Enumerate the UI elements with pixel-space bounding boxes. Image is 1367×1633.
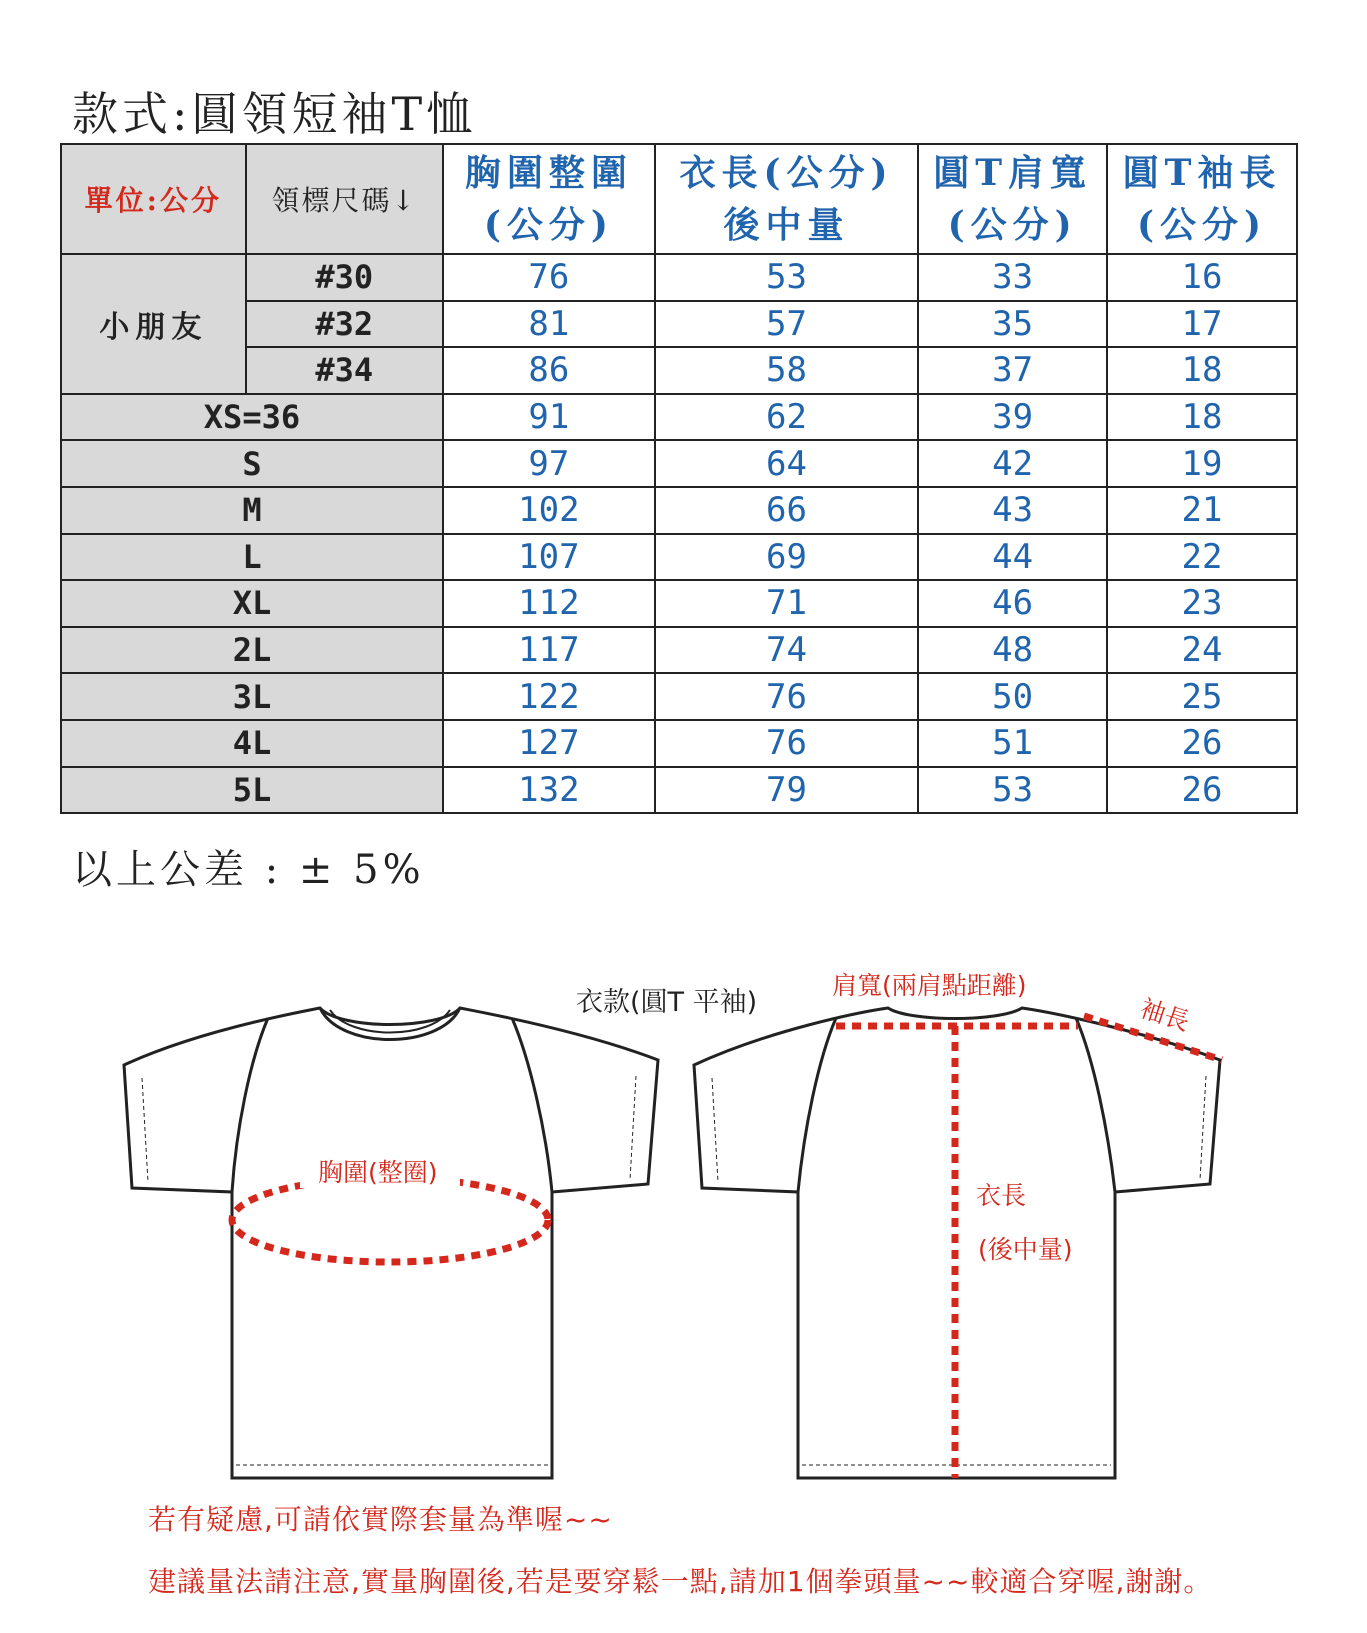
value-cell: 102 — [443, 487, 655, 534]
header-row — [61, 144, 1297, 254]
length-sub-label: (後中量) — [978, 1235, 1073, 1264]
column-header-line: (公分) — [483, 204, 614, 246]
size-cell: 4L — [61, 720, 443, 767]
value-cell: 76 — [443, 254, 655, 301]
column-header-line: 衣長(公分) — [679, 152, 894, 194]
value-cell: 57 — [655, 301, 918, 348]
value-cell: 74 — [655, 627, 918, 674]
column-header-line: (公分) — [947, 204, 1078, 246]
value-cell: 81 — [443, 301, 655, 348]
value-cell: 48 — [918, 627, 1107, 674]
size-cell: XL — [61, 580, 443, 627]
length-label: 衣長 — [976, 1181, 1027, 1210]
column-header-line: 圓T袖長 — [1122, 152, 1282, 194]
value-cell: 16 — [1107, 254, 1297, 301]
sleeve-label: 袖長 — [1136, 993, 1194, 1037]
size-cell: #30 — [246, 254, 443, 301]
size-cell: L — [61, 534, 443, 581]
value-cell: 35 — [918, 301, 1107, 348]
value-cell: 46 — [918, 580, 1107, 627]
size-cell: S — [61, 440, 443, 487]
value-cell: 53 — [918, 767, 1107, 814]
value-cell: 97 — [443, 440, 655, 487]
value-cell: 44 — [918, 534, 1107, 581]
table-row — [61, 580, 1297, 627]
table-row — [61, 347, 1297, 394]
value-cell: 50 — [918, 673, 1107, 720]
value-cell: 23 — [1107, 580, 1297, 627]
column-header-chest — [443, 144, 655, 254]
column-header-sleeve — [1107, 144, 1297, 254]
value-cell: 24 — [1107, 627, 1297, 674]
value-cell: 26 — [1107, 720, 1297, 767]
size-label-header: 領標尺碼↓ — [246, 144, 443, 254]
value-cell: 42 — [918, 440, 1107, 487]
column-header-line: 後中量 — [723, 204, 850, 246]
value-cell: 112 — [443, 580, 655, 627]
table-row — [61, 720, 1297, 767]
value-cell: 53 — [655, 254, 918, 301]
column-header-length — [655, 144, 918, 254]
chest-label: 胸圍(整圈) — [318, 1158, 438, 1187]
value-cell: 117 — [443, 627, 655, 674]
value-cell: 37 — [918, 347, 1107, 394]
table-row — [61, 301, 1297, 348]
table-row — [61, 627, 1297, 674]
value-cell: 71 — [655, 580, 918, 627]
column-header-line: 胸圍整圍 — [464, 152, 633, 194]
table-row — [61, 673, 1297, 720]
value-cell: 69 — [655, 534, 918, 581]
column-header-line: 圓T肩寬 — [933, 152, 1093, 194]
value-cell: 107 — [443, 534, 655, 581]
size-cell: XS=36 — [61, 394, 443, 441]
column-header-line: (公分) — [1136, 204, 1268, 246]
value-cell: 22 — [1107, 534, 1297, 581]
size-cell: 2L — [61, 627, 443, 674]
column-header-shoulder — [918, 144, 1107, 254]
table-row — [61, 440, 1297, 487]
table-row — [61, 767, 1297, 814]
size-cell: #32 — [246, 301, 443, 348]
size-cell: M — [61, 487, 443, 534]
value-cell: 127 — [443, 720, 655, 767]
value-cell: 33 — [918, 254, 1107, 301]
value-cell: 76 — [655, 673, 918, 720]
value-cell: 21 — [1107, 487, 1297, 534]
value-cell: 122 — [443, 673, 655, 720]
table-row — [61, 487, 1297, 534]
value-cell: 17 — [1107, 301, 1297, 348]
value-cell: 26 — [1107, 767, 1297, 814]
table-row — [61, 534, 1297, 581]
table-row — [61, 254, 1297, 301]
style-label: 衣款(圓T 平袖) — [576, 987, 758, 1018]
value-cell: 58 — [655, 347, 918, 394]
value-cell: 25 — [1107, 673, 1297, 720]
value-cell: 86 — [443, 347, 655, 394]
size-cell: 5L — [61, 767, 443, 814]
value-cell: 18 — [1107, 394, 1297, 441]
value-cell: 39 — [918, 394, 1107, 441]
front-tshirt — [124, 1008, 658, 1478]
value-cell: 66 — [655, 487, 918, 534]
kids-label: 小朋友 — [61, 254, 246, 394]
tshirt-measurement-diagram — [0, 960, 1367, 1480]
note-line-1: 若有疑慮,可請依實際套量為準喔~~ — [148, 1503, 613, 1536]
value-cell: 91 — [443, 394, 655, 441]
value-cell: 64 — [655, 440, 918, 487]
value-cell: 18 — [1107, 347, 1297, 394]
note-line-2: 建議量法請注意,實量胸圍後,若是要穿鬆一點,請加1個拳頭量~~較適合穿喔,謝謝。 — [148, 1565, 1213, 1598]
value-cell: 62 — [655, 394, 918, 441]
value-cell: 76 — [655, 720, 918, 767]
value-cell: 43 — [918, 487, 1107, 534]
value-cell: 132 — [443, 767, 655, 814]
value-cell: 19 — [1107, 440, 1297, 487]
size-table — [60, 143, 1298, 814]
value-cell: 51 — [918, 720, 1107, 767]
size-cell: 3L — [61, 673, 443, 720]
tolerance-note: 以上公差 : ± 5% — [72, 847, 425, 893]
value-cell: 79 — [655, 767, 918, 814]
shoulder-label: 肩寬(兩肩點距離) — [832, 971, 1027, 1000]
table-row — [61, 394, 1297, 441]
size-cell: #34 — [246, 347, 443, 394]
unit-label: 單位:公分 — [61, 144, 246, 254]
page-title: 款式:圓領短袖T恤 — [72, 87, 477, 141]
